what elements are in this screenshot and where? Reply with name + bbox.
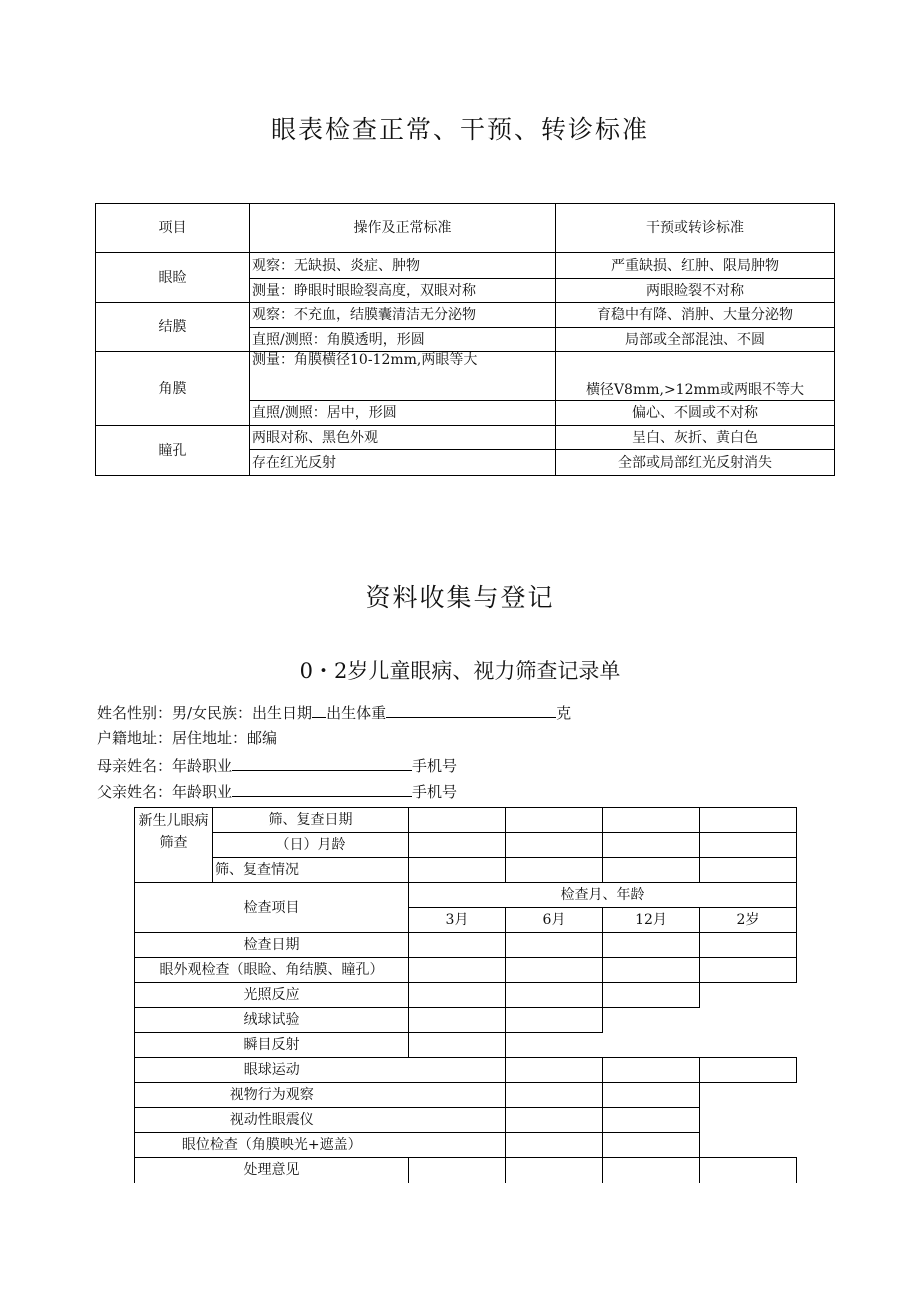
item-visual-behavior: 视物行为观察 bbox=[135, 1083, 409, 1108]
input-cell[interactable] bbox=[506, 1008, 603, 1033]
header-referral: 干预或转诊标准 bbox=[556, 204, 835, 253]
mother-info-label: 母亲姓名：年龄职业 bbox=[97, 757, 233, 775]
input-cell[interactable] bbox=[603, 983, 700, 1008]
blank-cell bbox=[506, 1033, 603, 1058]
input-cell[interactable] bbox=[603, 958, 700, 983]
item-external-eye: 眼外观检查（眼睑、角结膜、瞳孔） bbox=[135, 958, 409, 983]
normal-cell: 直照/测照：居中，形圆 bbox=[250, 401, 556, 426]
input-cell[interactable] bbox=[603, 808, 700, 833]
input-cell[interactable] bbox=[700, 1058, 797, 1083]
input-cell[interactable] bbox=[409, 958, 506, 983]
address-label: 户籍地址：居住地址：邮编 bbox=[97, 729, 278, 747]
input-cell[interactable] bbox=[409, 1158, 506, 1183]
referral-cell: 横径V8mm,>12mm或两眼不等大 bbox=[556, 352, 835, 401]
input-cell[interactable] bbox=[700, 833, 797, 858]
input-cell[interactable] bbox=[506, 1058, 603, 1083]
blank-cell bbox=[700, 1033, 797, 1058]
blank-cell bbox=[700, 983, 797, 1008]
blank-cell bbox=[409, 1108, 506, 1133]
blank-cell bbox=[409, 1058, 506, 1083]
input-cell[interactable] bbox=[506, 1158, 603, 1183]
father-phone-label: 手机号 bbox=[412, 783, 458, 801]
mother-phone-label: 手机号 bbox=[412, 757, 458, 775]
blank-cell bbox=[409, 1133, 506, 1158]
input-cell[interactable] bbox=[506, 933, 603, 958]
newborn-row-label: 筛、复查情况 bbox=[213, 858, 409, 883]
input-cell[interactable] bbox=[603, 1083, 700, 1108]
gram-unit: 克 bbox=[556, 704, 572, 722]
item-conjunctiva: 结膜 bbox=[96, 303, 250, 352]
check-item-header: 检查项目 bbox=[135, 883, 409, 933]
input-cell[interactable] bbox=[409, 858, 506, 883]
normal-cell: 直照/测照：角膜透明，形圆 bbox=[250, 328, 556, 352]
normal-cell: 两眼对称、黑色外观 bbox=[250, 426, 556, 450]
age-2y: 2岁 bbox=[700, 908, 797, 933]
info-line-father bbox=[97, 781, 457, 802]
item-eyelid: 眼睑 bbox=[96, 253, 250, 303]
newborn-row-label: 筛、复查日期 bbox=[213, 808, 409, 833]
input-cell[interactable] bbox=[409, 1033, 506, 1058]
month-age-header: 检查月、年龄 bbox=[409, 883, 797, 908]
input-cell[interactable] bbox=[603, 1058, 700, 1083]
item-blink-reflex: 瞬目反射 bbox=[135, 1033, 409, 1058]
blank-cell bbox=[603, 1008, 700, 1033]
input-cell[interactable] bbox=[409, 808, 506, 833]
input-cell[interactable] bbox=[506, 808, 603, 833]
blank-cell bbox=[409, 1083, 506, 1108]
info-line-address bbox=[97, 728, 277, 748]
input-cell[interactable] bbox=[700, 933, 797, 958]
newborn-screening-label: 新生儿眼病筛查 bbox=[135, 808, 213, 883]
input-cell[interactable] bbox=[700, 958, 797, 983]
input-cell[interactable] bbox=[506, 858, 603, 883]
item-check-date: 检查日期 bbox=[135, 933, 409, 958]
item-eye-movement: 眼球运动 bbox=[135, 1058, 409, 1083]
blank-cell bbox=[700, 1133, 797, 1158]
item-handling-opinion: 处理意见 bbox=[135, 1158, 409, 1183]
input-cell[interactable] bbox=[506, 1083, 603, 1108]
newborn-row-label: （日）月龄 bbox=[213, 833, 409, 858]
referral-cell: 严重缺损、红肿、限局肿物 bbox=[556, 253, 835, 279]
referral-cell: 育稳中有降、消肿、大量分泌物 bbox=[556, 303, 835, 328]
child-info-label: 姓名性别：男/女民族：出生日期 bbox=[97, 704, 313, 722]
info-line-child bbox=[97, 702, 571, 723]
input-cell[interactable] bbox=[603, 858, 700, 883]
input-cell[interactable] bbox=[603, 1108, 700, 1133]
section2-title: 资料收集与登记 bbox=[365, 583, 555, 612]
referral-cell: 呈白、灰折、黄白色 bbox=[556, 426, 835, 450]
input-cell[interactable] bbox=[506, 1133, 603, 1158]
screening-record-table bbox=[134, 807, 797, 1183]
birthdate-blank[interactable] bbox=[312, 702, 326, 718]
header-normal: 操作及正常标准 bbox=[250, 204, 556, 253]
blank-cell bbox=[700, 1008, 797, 1033]
input-cell[interactable] bbox=[700, 858, 797, 883]
blank-cell bbox=[700, 1108, 797, 1133]
input-cell[interactable] bbox=[603, 1133, 700, 1158]
father-occupation-blank[interactable] bbox=[232, 781, 412, 797]
blank-cell bbox=[603, 1033, 700, 1058]
referral-cell: 局部或全部混浊、不圆 bbox=[556, 328, 835, 352]
blank-cell bbox=[700, 1083, 797, 1108]
normal-cell: 测量：角膜横径10-12mm,两眼等大 bbox=[250, 352, 556, 401]
normal-cell: 观察：无缺损、炎症、肿物 bbox=[250, 253, 556, 279]
item-cornea: 角膜 bbox=[96, 352, 250, 426]
birth-weight-label: 出生体重 bbox=[326, 704, 387, 722]
birth-weight-blank[interactable] bbox=[386, 702, 556, 718]
section1-title: 眼表检查正常、干预、转诊标准 bbox=[270, 115, 649, 144]
input-cell[interactable] bbox=[506, 958, 603, 983]
input-cell[interactable] bbox=[603, 1158, 700, 1183]
input-cell[interactable] bbox=[409, 933, 506, 958]
input-cell[interactable] bbox=[700, 1158, 797, 1183]
item-eye-position: 眼位检查（角膜映光+遮盖） bbox=[135, 1133, 409, 1158]
age-3m: 3月 bbox=[409, 908, 506, 933]
age-6m: 6月 bbox=[506, 908, 603, 933]
item-light-reaction: 光照反应 bbox=[135, 983, 409, 1008]
normal-cell: 测量：睁眼时眼睑裂高度，双眼对称 bbox=[250, 279, 556, 303]
input-cell[interactable] bbox=[603, 933, 700, 958]
input-cell[interactable] bbox=[506, 833, 603, 858]
input-cell[interactable] bbox=[409, 1008, 506, 1033]
input-cell[interactable] bbox=[506, 1108, 603, 1133]
input-cell[interactable] bbox=[700, 808, 797, 833]
input-cell[interactable] bbox=[506, 983, 603, 1008]
form-subtitle: 0・2岁儿童眼病、视力筛查记录单 bbox=[299, 659, 621, 683]
normal-cell: 观察：不充血，结膜囊清洁无分泌物 bbox=[250, 303, 556, 328]
input-cell[interactable] bbox=[409, 833, 506, 858]
item-optokinetic-nystagmus: 视动性眼震仪 bbox=[135, 1108, 409, 1133]
input-cell[interactable] bbox=[603, 833, 700, 858]
header-item: 项目 bbox=[96, 204, 250, 253]
info-line-mother bbox=[97, 755, 457, 776]
referral-cell: 偏心、不圆或不对称 bbox=[556, 401, 835, 426]
input-cell[interactable] bbox=[409, 983, 506, 1008]
mother-occupation-blank[interactable] bbox=[232, 755, 412, 771]
age-12m: 12月 bbox=[603, 908, 700, 933]
eye-surface-standards-table bbox=[95, 203, 835, 476]
item-pupil: 瞳孔 bbox=[96, 426, 250, 476]
referral-cell: 全部或局部红光反射消失 bbox=[556, 450, 835, 476]
normal-cell: 存在红光反射 bbox=[250, 450, 556, 476]
item-ball-test: 绒球试验 bbox=[135, 1008, 409, 1033]
father-info-label: 父亲姓名：年龄职业 bbox=[97, 783, 233, 801]
referral-cell: 两眼睑裂不对称 bbox=[556, 279, 835, 303]
